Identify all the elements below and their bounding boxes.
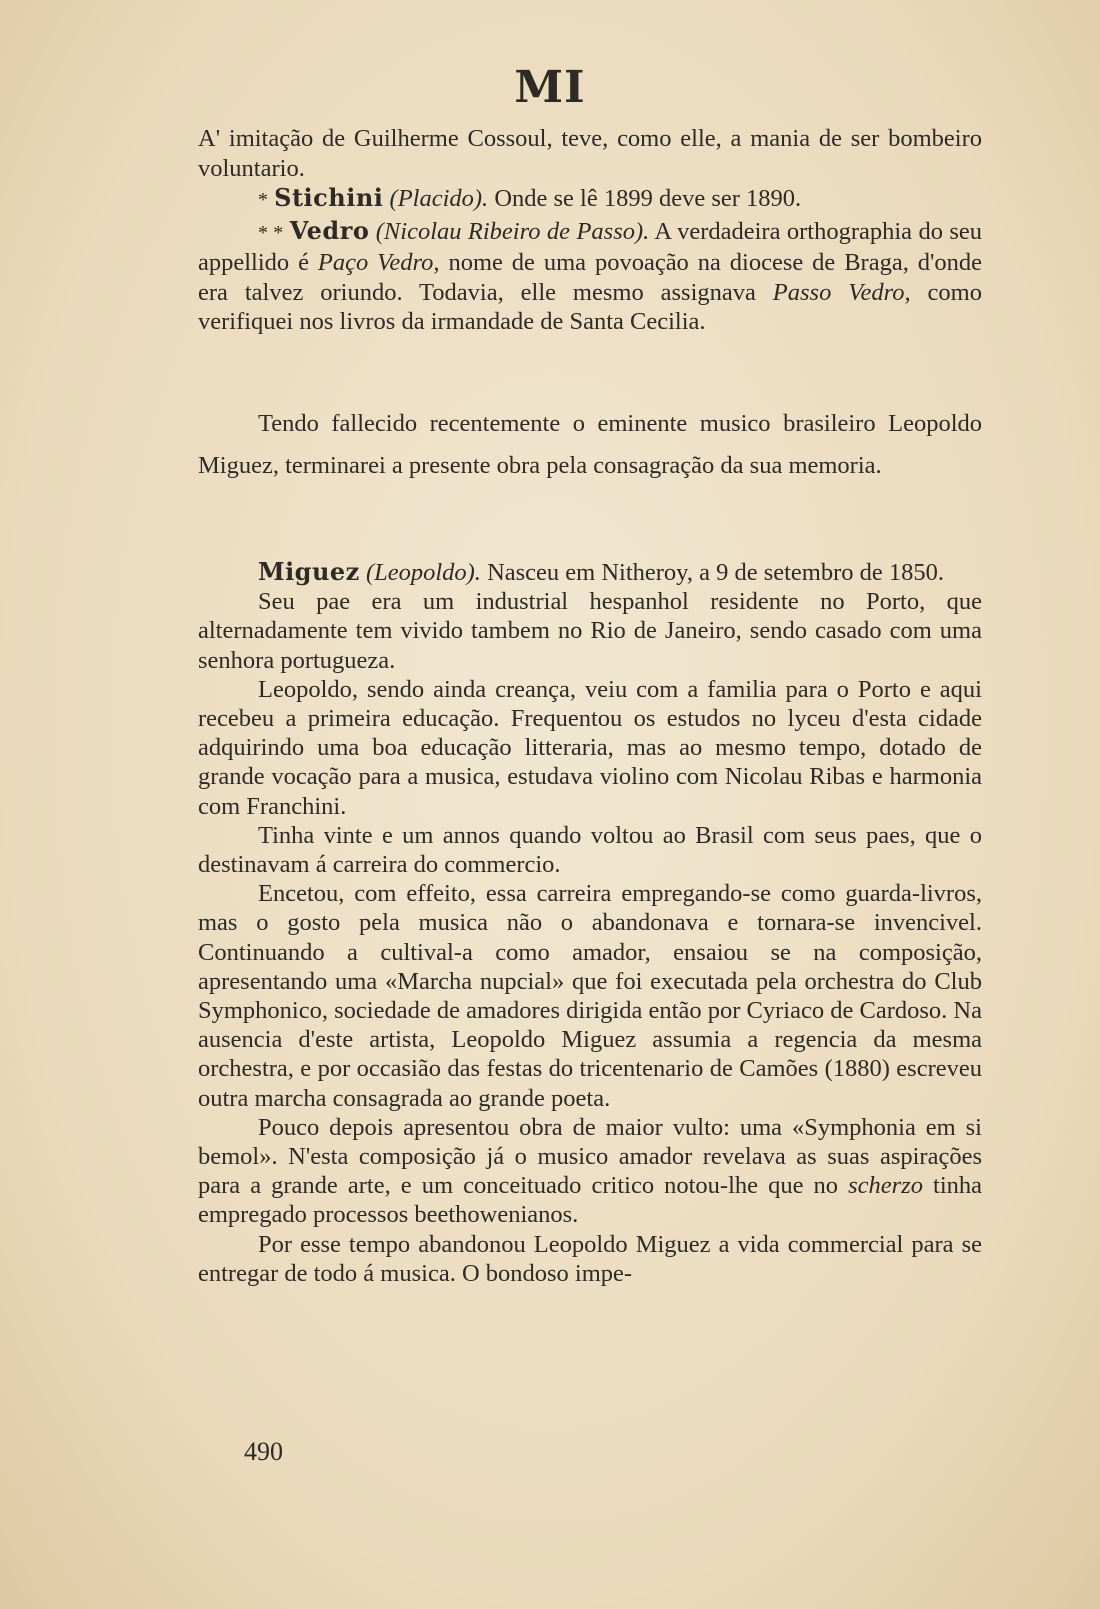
entries-block	[198, 124, 982, 337]
entry-text: como verifiquei nos livros da irmandade de Santa Cecilia.	[198, 278, 982, 335]
paragraph: Leopoldo, sendo ainda creança, veiu com a familia para o Porto e aqui recebeu a primeira educação. Frequentou os estudos no lyceu d'esta cidade adquirindo uma boa educação litteraria, mas ao mesmo tempo, dotado de grande vocação para a musica, estudava violino com Nicolau Ribas e harmonia com Franchini.	[198, 675, 982, 820]
paragraph: Tinha vinte e um annos quando voltou ao Brasil com seus paes, que o destinavam á carreira do commercio.	[198, 821, 982, 879]
entry-vedro	[198, 216, 982, 337]
paragraph	[198, 1113, 982, 1230]
entry-paren: (Placido).	[389, 185, 489, 212]
miguez-biography	[198, 557, 982, 1288]
entry-name: Vedro	[289, 215, 370, 245]
entry-name: Miguez	[258, 557, 360, 586]
dedication-paragraph: Tendo fallecido recentemente o eminente musico brasileiro Leopoldo Miguez, terminarei a presente obra pela consagração da sua memoria.	[198, 410, 982, 479]
entry-text: Nasceu em Nitheroy, a 9 de setembro de 1850.	[487, 559, 945, 586]
page-header: MI	[514, 62, 586, 113]
paragraph-italic: scherzo	[848, 1172, 923, 1200]
paragraph: Por esse tempo abandonou Leopoldo Miguez a vida commercial para se entregar de todo á musica. O bondoso impe-	[198, 1230, 982, 1287]
paragraph-text: tinha empregado processos beethowenianos.	[198, 1172, 983, 1229]
entry-italic: Paço Vedro,	[317, 249, 440, 276]
dedication-block	[198, 403, 982, 486]
page-number: 490	[244, 1437, 283, 1466]
paragraph-cossoul: A' imitação de Guilherme Cossoul, teve, como elle, a mania de ser bombeiro voluntario.	[198, 125, 982, 182]
entry-text: A verdadeira orthographia do seu appellido é	[198, 217, 983, 276]
entry-stichini	[198, 183, 982, 216]
entry-miguez	[198, 557, 982, 587]
entry-paren: (Leopoldo).	[365, 559, 481, 586]
paragraph-text: Pouco depois apresentou obra de maior vulto: uma «Symphonia em si bemol». N'esta composição já o musico amador revelava as suas aspirações para a grande arte, e um conceituado critico notou-lhe que no	[198, 1113, 982, 1200]
entry-italic: Passo Vedro,	[772, 278, 911, 306]
asterisk-mark: *	[258, 189, 268, 211]
entry-text: Onde se lê 1899 deve ser 1890.	[494, 185, 802, 212]
entry-text: nome de uma povoação na diocese de Braga, d'onde era talvez oriundo. Todavia, elle mesmo assignava	[198, 249, 983, 306]
paragraph: Seu pae era um industrial hespanhol residente no Porto, que alternadamente tem vivido tambem no Rio de Janeiro, sendo casado com uma senhora portugueza.	[198, 588, 982, 674]
entry-name: Stichini	[274, 183, 384, 212]
entry-paren: (Nicolau Ribeiro de Passo).	[375, 217, 650, 245]
paragraph: Encetou, com effeito, essa carreira empregando-se como guarda-livros, mas o gosto pela musica não o abandonava e tornara-se invencivel. Continuando a cultival-a como amador, ensaiou se na composição, apresentando uma «Marcha nupcial» que foi executada pela orchestra do Club Symphonico, sociedade de amadores dirigida então por Cyriaco de Cardoso. Na ausencia d'este artista, Leopoldo Miguez assumia a regencia da mesma orchestra, e por occasião das festas do tricentenario de Camões (1880) escreveu outra marcha consagrada ao grande poeta.	[198, 880, 982, 1112]
asterisk-mark: * *	[258, 221, 284, 244]
